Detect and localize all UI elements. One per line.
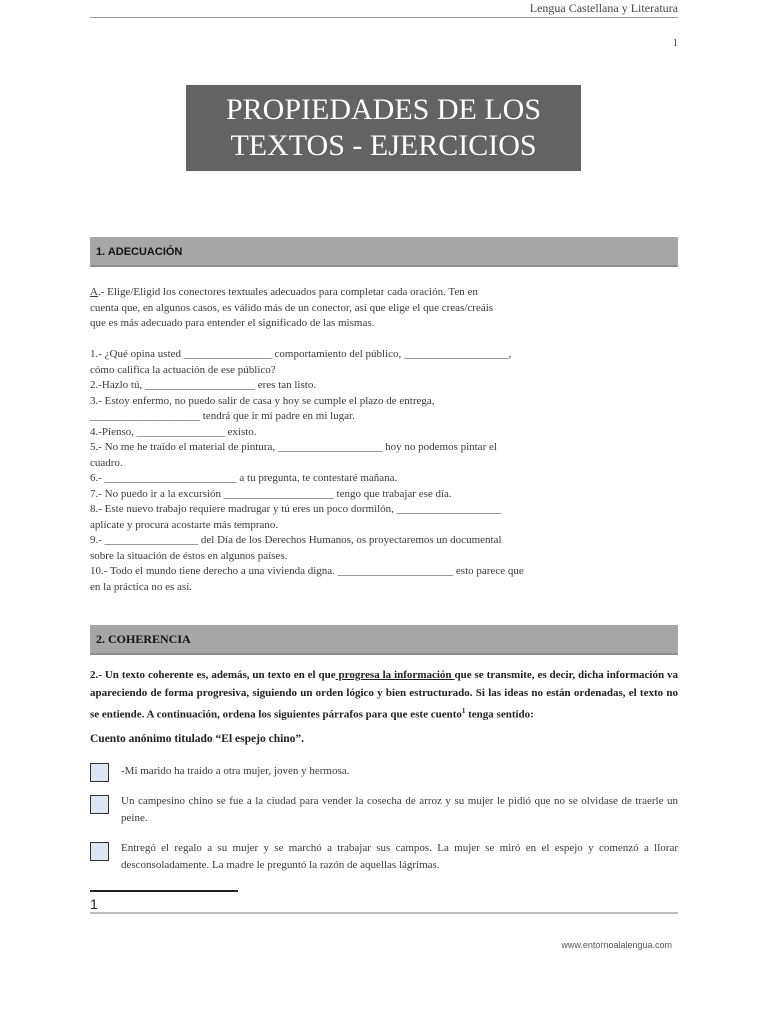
paragraph-item: Entregó el regalo a su mujer y se marchó a trabajar sus campos. La mujer se miró en el espejo y comenzó a llorar desconsoladamente. La madre le preguntó la razón de aquellas lágrimas. — [121, 842, 678, 871]
footnote-reference: 1 — [461, 707, 466, 715]
coherence-instructions — [90, 666, 678, 724]
instructions-text: que se transmite, es decir, dicha información va apareciendo de forma progresiva, siguiendo un orden lógico y bien estructurado. Si las ideas no están ordenadas, el texto no se entiende. A continuación, ordena los siguientes párrafos para que este cuento — [90, 669, 678, 721]
section-heading-coherencia — [90, 625, 678, 655]
paragraph-item: -Mi marido ha traído a otra mujer, joven y hermosa. — [121, 765, 350, 777]
document-title — [186, 85, 581, 171]
intro-line: cuenta que, en algunos casos, es válido más de un conector, así que elige el que creas/creáis — [90, 301, 494, 314]
story-title: Cuento anónimo titulado “El espejo chino”. — [90, 733, 305, 745]
sentence-line: 3.- Estoy enfermo, no puedo salir de casa y hoy se cumple el plazo de entrega, — [90, 394, 435, 407]
order-checkbox-2[interactable] — [90, 795, 109, 814]
page-number: 1 — [672, 37, 678, 49]
sentence-line: 9.- _________________ del Día de los Derechos Humanos, os proyectaremos un documental — [90, 534, 502, 546]
sentence-line: ____________________ tendrá que ir mi padre en mi lugar. — [90, 410, 355, 422]
sentence-line: cuadro. — [90, 456, 123, 469]
title-line-1: PROPIEDADES DE LOS — [225, 93, 542, 126]
section-heading-adecuacion — [90, 237, 678, 267]
header-subject: Lengua Castellana y Literatura — [529, 1, 678, 15]
footnote-number: 1 — [90, 896, 98, 912]
exercise-sentences — [90, 347, 540, 595]
sentence-line: 6.- ________________________ a tu pregunta, te contestaré mañana. — [90, 472, 398, 484]
order-checkbox-3[interactable] — [90, 842, 109, 861]
sentence-line: 5.- No me he traído el material de pintura, ___________________ hoy no podemos pintar el — [90, 441, 497, 453]
instructions-text: tenga sentido: — [465, 708, 534, 721]
footer-divider — [90, 912, 678, 914]
instructions-text: 2.- Un texto coherente es, además, un texto en el que — [90, 669, 336, 681]
exercise-a-intro — [90, 285, 520, 332]
sentence-line: 2.-Hazlo tú, ____________________ eres tan listo. — [90, 379, 317, 391]
sentence-line: 10.- Todo el mundo tiene derecho a una vivienda digna. _____________________ esto parece que — [90, 565, 524, 577]
sentence-line: 7.- No puedo ir a la excursión ____________________ tengo que trabajar ese día. — [90, 487, 452, 500]
sentence-line: 1.- ¿Qué opina usted ________________ comportamiento del público, ___________________, — [90, 348, 512, 360]
sentence-line: cómo califica la actuación de ese público? — [90, 363, 276, 376]
order-checkbox-1[interactable] — [90, 763, 109, 782]
paragraph-item: Un campesino chino se fue a la ciudad para vender la cosecha de arroz y su mujer le pidió que no se olvidase de traerle un peine. — [121, 795, 678, 824]
intro-line: que es más adecuado para entender el significado de las mismas. — [90, 317, 375, 329]
sentence-line: sobre la situación de éstos en algunos países. — [90, 549, 288, 562]
intro-line — [90, 285, 520, 301]
title-line-2: TEXTOS - EJERCICIOS — [230, 129, 537, 162]
section-heading-label: 2. COHERENCIA — [96, 632, 191, 646]
header-divider — [90, 17, 678, 18]
sentence-line: 4.-Pienso, ________________ existo. — [90, 425, 257, 438]
sentence-line: 8.- Este nuevo trabajo requiere madrugar y tú eres un poco dormilón, ___________________ — [90, 503, 502, 515]
intro-text: .- Elige/Eligid los conectores textuales adecuados para completar cada oración. Ten en — [97, 286, 478, 298]
footnote-divider — [90, 890, 238, 892]
exercise-letter: A — [90, 286, 98, 298]
sentence-line: en la práctica no es así. — [90, 580, 193, 593]
underlined-phrase: progresa la información — [335, 669, 455, 681]
sentence-line: aplícate y procura acostarte más temprano. — [90, 518, 279, 531]
website-url: www.entornoalalengua.com — [561, 940, 672, 950]
section-heading-label: 1. ADECUACIÓN — [96, 246, 183, 258]
